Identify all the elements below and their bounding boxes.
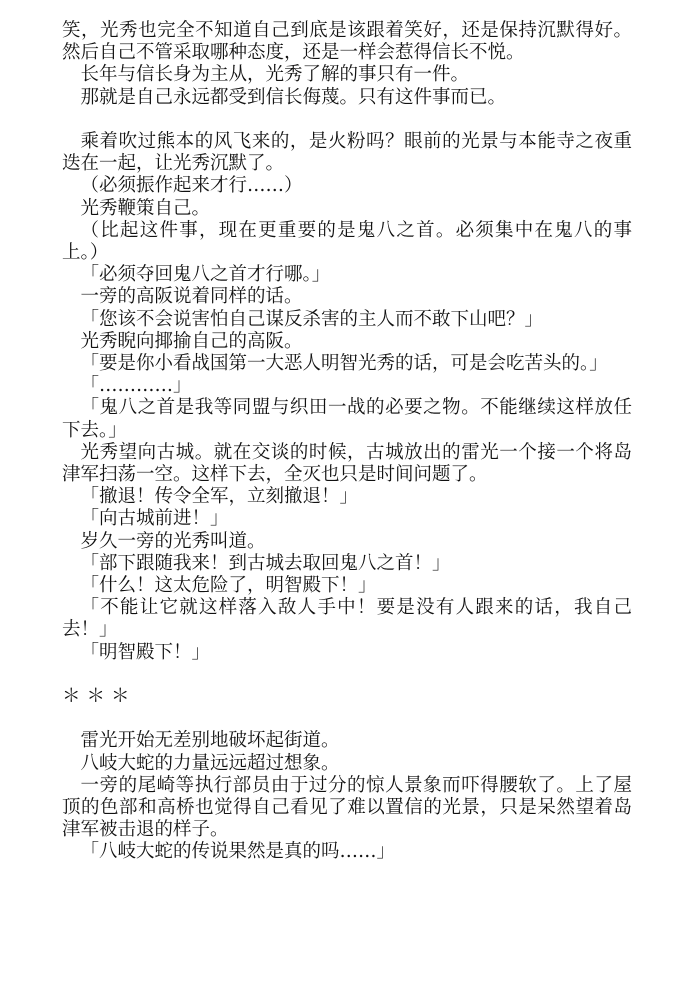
paragraph: （必须振作起来才行……） <box>80 175 303 197</box>
blank-line <box>62 708 632 730</box>
paragraph: 乘着吹过熊本的风飞来的，是火粉吗？眼前的光景与本能寺之夜重迭在一起，让光秀沉默了。 <box>62 131 632 175</box>
paragraph: 「部下跟随我来！到古城去取回鬼八之首！」 <box>80 552 451 574</box>
paragraph: 「不能让它就这样落入敌人手中！要是没有人跟来的话，我自己去！」 <box>62 597 632 641</box>
paragraph: 「撤退！传令全军，立刻撤退！」 <box>80 486 359 508</box>
paragraph: 「鬼八之首是我等同盟与织田一战的必要之物。不能继续这样放任下去。」 <box>62 397 632 441</box>
paragraph: （比起这件事，现在更重要的是鬼八之首。必须集中在鬼八的事上。） <box>62 219 632 264</box>
paragraph: 一旁的尾崎等执行部员由于过分的惊人景象而吓得腰软了。上了屋顶的色部和高桥也觉得自己看见了难以置信的光景，只是呆然望着岛津军被击退的样子。 <box>62 774 632 841</box>
paragraph: 岁久一旁的光秀叫道。 <box>80 530 266 552</box>
paragraph: 笑，光秀也完全不知道自己到底是该跟着笑好，还是保持沉默得好。然后自己不管采取哪种态度，还是一样会惹得信长不悦。 <box>62 20 632 64</box>
paragraph: 那就是自己永远都受到信长侮蔑。只有这件事而已。 <box>80 86 507 108</box>
paragraph: 「明智殿下！」 <box>80 641 211 663</box>
paragraph: 「什么！这太危险了，明智殿下！」 <box>80 575 377 597</box>
paragraph: 长年与信长身为主从，光秀了解的事只有一件。 <box>80 64 470 86</box>
blank-line <box>62 109 632 131</box>
paragraph: 光秀鞭策自己。 <box>80 197 211 219</box>
paragraph: 「必须夺回鬼八之首才行哪。」 <box>80 264 331 286</box>
paragraph: 光秀睨向揶揄自己的高阪。 <box>80 330 303 352</box>
paragraph: 「向古城前进！」 <box>80 508 229 530</box>
paragraph: 「八岐大蛇的传说果然是真的吗……」 <box>80 841 396 863</box>
blank-line <box>62 664 632 686</box>
paragraph: 八岐大蛇的力量远远超过想象。 <box>80 752 340 774</box>
document-page <box>62 20 632 864</box>
paragraph: 光秀望向古城。就在交谈的时候，古城放出的雷光一个接一个将岛津军扫荡一空。这样下去，全灭也只是时间问题了。 <box>62 441 632 486</box>
paragraph: 「…………」 <box>80 375 192 397</box>
paragraph: 「您该不会说害怕自己谋反杀害的主人而不敢下山吧？」 <box>80 308 544 330</box>
paragraph: 「要是你小看战国第一大恶人明智光秀的话，可是会吃苦头的。」 <box>80 353 608 375</box>
paragraph: 雷光开始无差别地破坏起街道。 <box>80 730 340 752</box>
paragraph: 一旁的高阪说着同样的话。 <box>80 286 303 308</box>
section-separator: ＊＊＊ <box>62 686 136 708</box>
